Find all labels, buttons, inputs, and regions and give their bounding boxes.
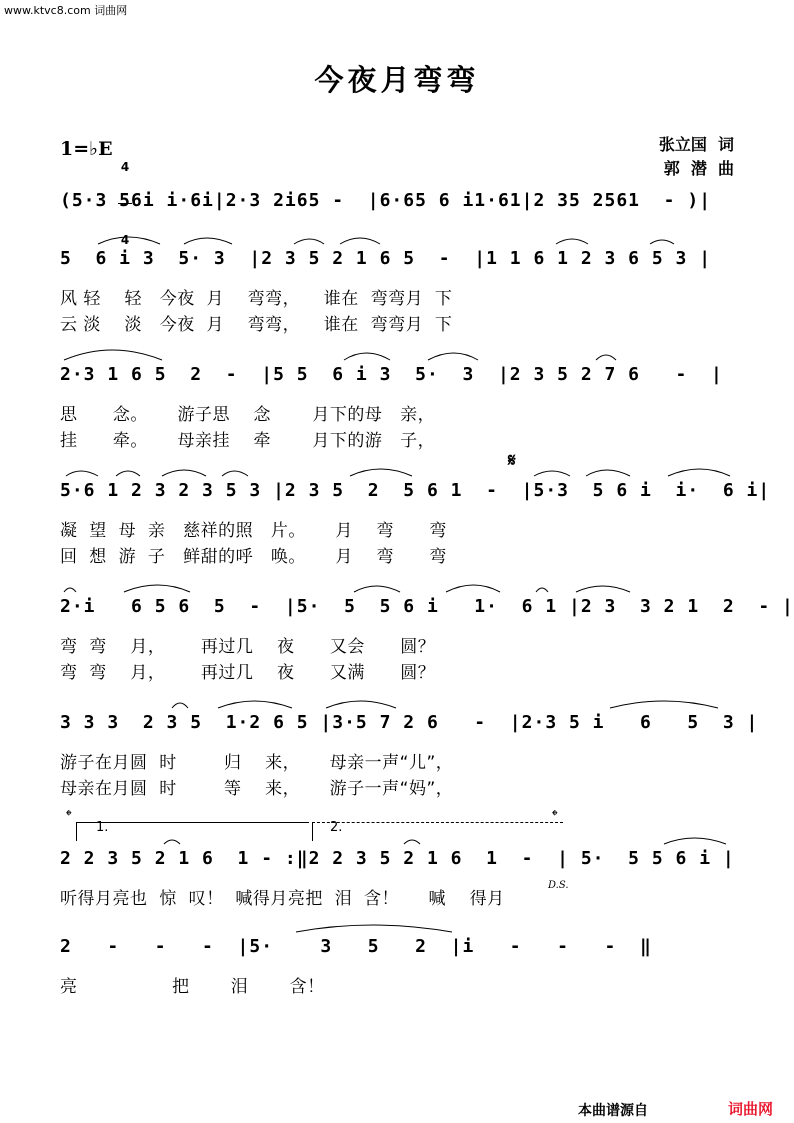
lyrics-line-2-verse-2: 挂 牵。 母亲挂 牵 月下的游 子， <box>60 431 436 451</box>
lyrics-line-3-verse-2: 回 想 游 子 鲜甜的呼 唤。 月 弯 弯 <box>60 547 447 567</box>
lyrics-line-3-verse-1: 凝 望 母 亲 慈祥的照 片。 月 弯 弯 <box>60 521 447 541</box>
site-logo: 词曲网 <box>728 1100 774 1118</box>
notation-line-5: 3 3 3 2 3 5 1·2 6 5 |3·5 7 2 6 - |2·3 5 i 6 5 3 | <box>60 712 759 733</box>
lyrics-line-5-verse-2: 母亲在月圆 时 等 来， 游子一声“妈”， <box>60 779 454 799</box>
site-watermark: www.ktvc8.com 词曲网 <box>4 4 128 17</box>
lyrics-line-6: 听得月亮也 惊 叹！ 喊得月亮把 泪 含！ 喊 得月 <box>60 889 505 909</box>
lyrics-line-2-verse-1: 思 念。 游子思 念 月下的母 亲， <box>60 405 436 425</box>
notation-intro: (5·3 56i i·6i|2·3 2i65 - |6·65 6 i1·61|2 35 2561 - )| <box>60 190 712 211</box>
notation-line-7: 2 - - - |5· 3 5 2 |i - - - ‖ <box>60 936 652 957</box>
lyrics-line-4-verse-2: 弯 弯 月， 再过几 夜 又满 圆？ <box>60 663 436 683</box>
time-top: 4 <box>120 160 130 174</box>
lyrics-line-7: 亮 把 泪 含！ <box>60 977 325 997</box>
lyricist-credit: 张立国 词 <box>658 135 734 154</box>
time-bottom: 4 <box>120 233 130 247</box>
source-note: 本曲谱源自 <box>578 1103 648 1119</box>
second-ending-label: 2. <box>330 820 343 835</box>
dal-segno-mark: D.S. <box>548 880 569 891</box>
notation-line-4: 2·i 6 5 6 5 - |5· 5 5 6 i 1· 6 1 |2 3 3 2 1 2 - | <box>60 596 794 617</box>
notation-line-3: 5·6 1 2 3 2 3 5 3 |2 3 5 2 5 6 1 - |5·3 5 6 i i· 6 i| <box>60 480 771 501</box>
notation-line-1: 5 6 i 3 5· 3 |2 3 5 2 1 6 5 - |1 1 6 1 2 3 6 5 3 | <box>60 248 712 269</box>
notation-line-6: 2 2 3 5 2 1 6 1 - :‖2 2 3 5 2 1 6 1 - | 5· 5 5 6 i | <box>60 848 735 869</box>
notation-line-2: 2·3 1 6 5 2 - |5 5 6 i 3 5· 3 |2 3 5 2 7 6 - | <box>60 364 723 385</box>
lyrics-line-4-verse-1: 弯 弯 月， 再过几 夜 又会 圆？ <box>60 637 436 657</box>
composer-credit: 郭 潜 曲 <box>663 159 734 178</box>
coda-sign-end: 𝄌 <box>552 806 558 825</box>
coda-sign-start: 𝄌 <box>66 806 72 825</box>
song-title: 今夜月弯弯 <box>314 63 480 97</box>
segno-sign: 𝄋 <box>508 450 516 471</box>
first-ending-label: 1. <box>96 820 109 835</box>
key-signature: 1=♭E <box>60 138 113 160</box>
lyrics-line-1-verse-1: 风 轻 轻 今夜 月 弯弯， 谁在 弯弯月 下 <box>60 289 453 309</box>
lyrics-line-1-verse-2: 云 淡 淡 今夜 月 弯弯， 谁在 弯弯月 下 <box>60 315 453 335</box>
lyrics-line-5-verse-1: 游子在月圆 时 归 来， 母亲一声“儿”， <box>60 753 454 773</box>
